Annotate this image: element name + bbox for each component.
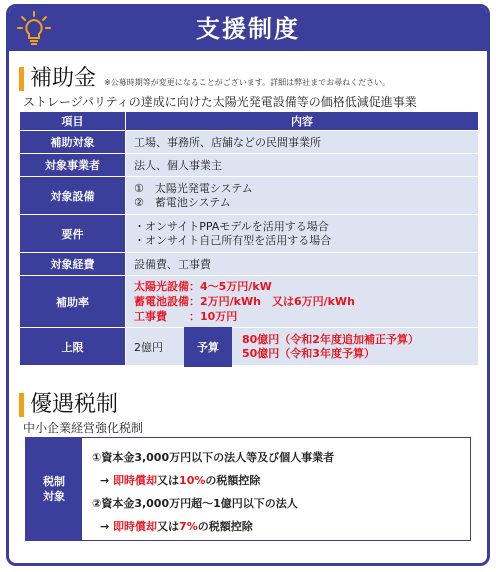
budget-value: [232, 329, 419, 365]
tax-box: [25, 437, 471, 541]
table-row: [20, 328, 479, 366]
subsidy-note: ※公募時期等が変更になることがございます。詳細は弊社までお尋ねください。: [104, 78, 391, 87]
benefit-highlight: 即時償却: [113, 474, 158, 487]
row-value: [126, 177, 479, 215]
tax-body: [82, 438, 470, 540]
table-row: [20, 131, 479, 154]
row-value: 設備費、工事費: [126, 253, 479, 276]
row-label: 対象設備: [20, 177, 126, 215]
benefit-highlight: 即時償却: [113, 520, 158, 533]
benefit-highlight: 7%: [179, 520, 198, 533]
lightbulb-icon: [15, 10, 53, 48]
row-value: 法人、個人事業主: [126, 154, 479, 177]
table-row: [20, 215, 479, 253]
rate-line: 工事費 ：10万円: [134, 310, 238, 323]
subsidy-program: ストレージパリティの達成に向けた太陽光発電設備等の価格低減促進事業: [23, 95, 417, 109]
row-label: 要件: [20, 215, 126, 253]
tax-label-line: 税制: [43, 475, 65, 488]
limit-wrap: [134, 329, 470, 365]
tax-heading: 優遇税制: [30, 392, 119, 417]
header-item: 項目: [20, 112, 126, 131]
support-card: [6, 4, 490, 566]
section-accent-bar: [19, 67, 24, 91]
tax-program: 中小企業経営強化税制: [23, 421, 144, 435]
budget-label: 予算: [184, 327, 232, 367]
row-value: [126, 276, 479, 328]
title-banner: [9, 7, 487, 51]
limit-value: 2億円: [134, 340, 163, 354]
benefit-text: 又は: [157, 520, 180, 533]
header-content: 内容: [126, 112, 479, 131]
tax-item-1: ①資本金3,000万円以下の法人等及び個人事業者: [92, 451, 335, 464]
rate-line: 太陽光設備：4～5万円/kW: [134, 280, 272, 293]
requirement-line: ・オンサイトPPAモデルを活用する場合: [134, 219, 329, 233]
tax-label: [26, 438, 82, 540]
equipment-line: ② 蓄電池システム: [134, 195, 231, 209]
section-accent-bar: [19, 393, 24, 417]
arrow-text: →: [100, 520, 114, 533]
benefit-text: の税額控除: [205, 474, 261, 487]
table-row: [20, 253, 479, 276]
row-label: 補助対象: [20, 131, 126, 154]
page-title: 支援制度: [196, 15, 300, 43]
tax-item-2-benefit: [92, 515, 460, 538]
row-value: [126, 215, 479, 253]
row-label: 対象事業者: [20, 154, 126, 177]
subsidy-heading: 補助金: [30, 66, 97, 91]
tax-item-2: ②資本金3,000万円超～1億円以下の法人: [92, 497, 298, 510]
table-row: [20, 154, 479, 177]
benefit-highlight: 10%: [179, 474, 206, 487]
subsidy-heading-row: [19, 67, 390, 91]
table-header-row: [20, 112, 479, 131]
row-value: 工場、事務所、店舗などの民間事業所: [126, 131, 479, 154]
equipment-line: ① 太陽光発電システム: [134, 181, 253, 195]
tax-heading-row: [19, 393, 118, 417]
subsidy-table: [19, 111, 479, 366]
budget-line: 80億円（令和2年度追加補正予算）: [242, 332, 419, 346]
arrow-text: →: [100, 474, 114, 487]
table-row: [20, 177, 479, 215]
row-label: 上限: [20, 328, 126, 366]
tax-label-line: 対象: [43, 490, 65, 503]
budget-line: 50億円（令和3年度予算）: [242, 346, 375, 360]
row-label: 対象経費: [20, 253, 126, 276]
row-label: 補助率: [20, 276, 126, 328]
row-value: [126, 328, 479, 366]
benefit-text: の税額控除: [197, 520, 253, 533]
benefit-text: 又は: [157, 474, 180, 487]
rate-line: 蓄電池設備：2万円/kWh 又は6万円/kWh: [134, 295, 355, 308]
tax-item-1-benefit: [92, 469, 460, 492]
table-row: [20, 276, 479, 328]
requirement-line: ・オンサイト自己所有型を活用する場合: [134, 233, 332, 247]
